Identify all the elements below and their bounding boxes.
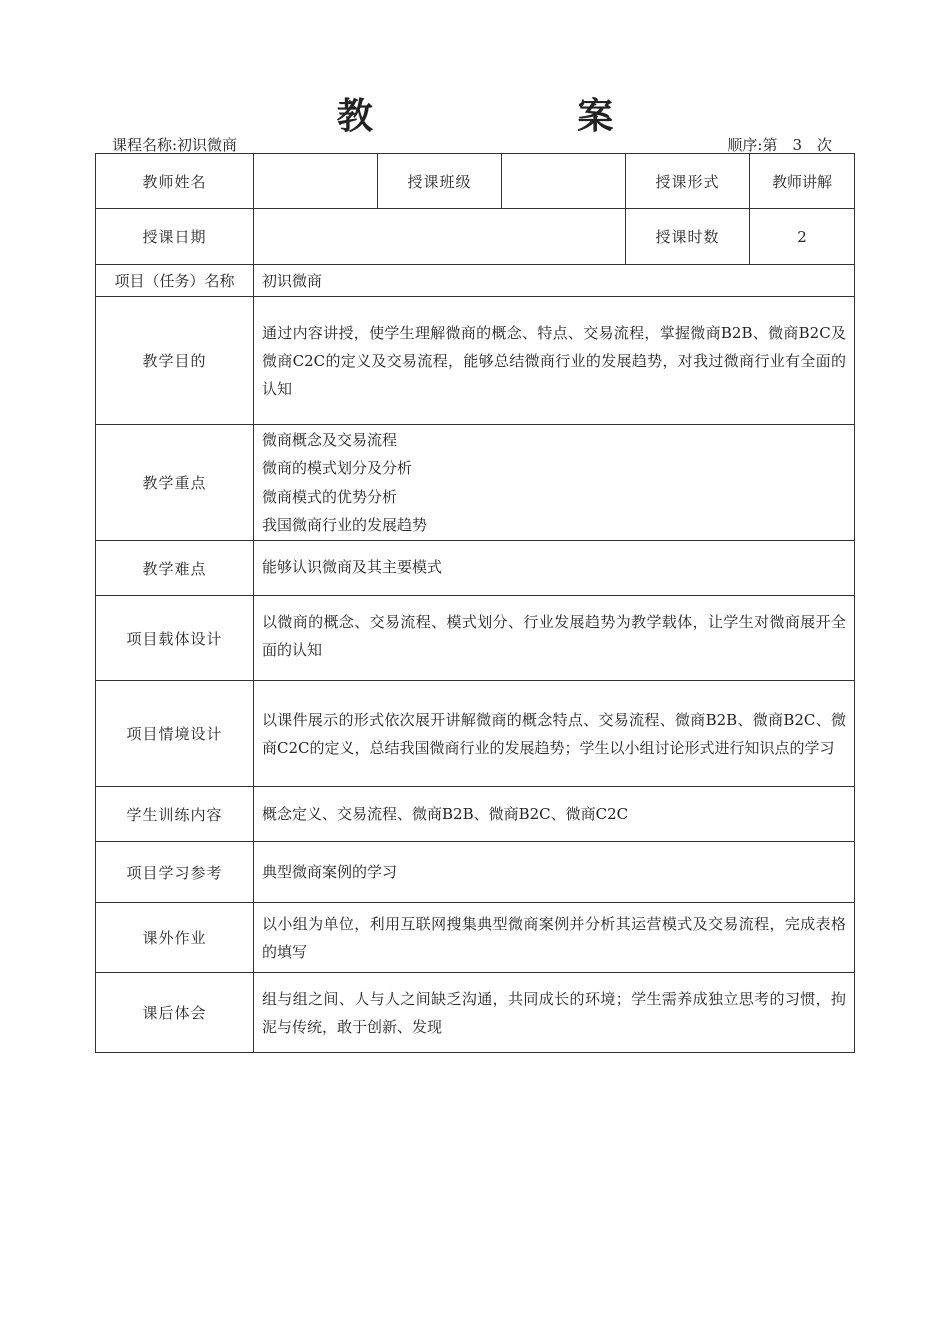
objectives-label: 教学目的 [96, 297, 254, 425]
table-row [96, 265, 855, 297]
table-row [96, 541, 855, 596]
table-row [96, 425, 855, 541]
table-row [96, 297, 855, 425]
scenario-design-value: 以课件展示的形式依次展开讲解微商的概念特点、交易流程、微商B2B、微商B2C、微商C2C的定义，总结我国微商行业的发展趋势；学生以小组讨论形式进行知识点的学习 [254, 681, 855, 787]
key-points-label: 教学重点 [96, 425, 254, 541]
lesson-plan-table [95, 153, 855, 1053]
table-row [96, 903, 855, 973]
scenario-design-label: 项目情境设计 [96, 681, 254, 787]
list-item: 微商的模式划分及分析 [262, 459, 413, 477]
table-row [96, 842, 855, 903]
objectives-value: 通过内容讲授，使学生理解微商的概念、特点、交易流程，掌握微商B2B、微商B2C及微商C2C的定义及交易流程，能够总结微商行业的发展趋势，对我过微商行业有全面的认知 [254, 297, 855, 425]
teacher-name-label: 教师姓名 [96, 154, 254, 209]
format-label: 授课形式 [626, 154, 750, 209]
references-label: 项目学习参考 [96, 842, 254, 903]
date-value [254, 209, 626, 265]
course-name: 课程名称:初识微商 [112, 136, 238, 154]
table-row [96, 154, 855, 209]
carrier-design-label: 项目载体设计 [96, 596, 254, 681]
date-label: 授课日期 [96, 209, 254, 265]
list-item: 我国微商行业的发展趋势 [262, 516, 428, 534]
teacher-name-value [254, 154, 378, 209]
difficulties-value: 能够认识微商及其主要模式 [254, 541, 855, 596]
difficulties-label: 教学难点 [96, 541, 254, 596]
class-value [502, 154, 626, 209]
carrier-design-value: 以微商的概念、交易流程、模式划分、行业发展趋势为教学载体，让学生对微商展开全面的认知 [254, 596, 855, 681]
table-row [96, 209, 855, 265]
reflection-value: 组与组之间、人与人之间缺乏沟通，共同成长的环境；学生需养成独立思考的习惯，拘泥与传统，敢于创新、发现 [254, 973, 855, 1053]
training-label: 学生训练内容 [96, 787, 254, 842]
hours-label: 授课时数 [626, 209, 750, 265]
key-points-list [254, 425, 855, 541]
table-row [96, 787, 855, 842]
class-label: 授课班级 [378, 154, 502, 209]
table-row [96, 681, 855, 787]
hours-value: 2 [750, 209, 855, 265]
references-value: 典型微商案例的学习 [254, 842, 855, 903]
page-title: 教 案 [336, 96, 710, 137]
table-row [96, 596, 855, 681]
list-item: 微商概念及交易流程 [262, 430, 398, 449]
homework-label: 课外作业 [96, 903, 254, 973]
homework-value: 以小组为单位，利用互联网搜集典型微商案例并分析其运营模式及交易流程，完成表格的填写 [254, 903, 855, 973]
lesson-order: 顺序:第 3 次 [727, 136, 832, 154]
list-item: 微商模式的优势分析 [262, 487, 398, 506]
reflection-label: 课后体会 [96, 973, 254, 1053]
table-row [96, 973, 855, 1053]
project-name-value: 初识微商 [254, 265, 855, 297]
training-value: 概念定义、交易流程、微商B2B、微商B2C、微商C2C [254, 787, 855, 842]
format-value: 教师讲解 [750, 154, 855, 209]
project-name-label: 项目（任务）名称 [96, 265, 254, 297]
